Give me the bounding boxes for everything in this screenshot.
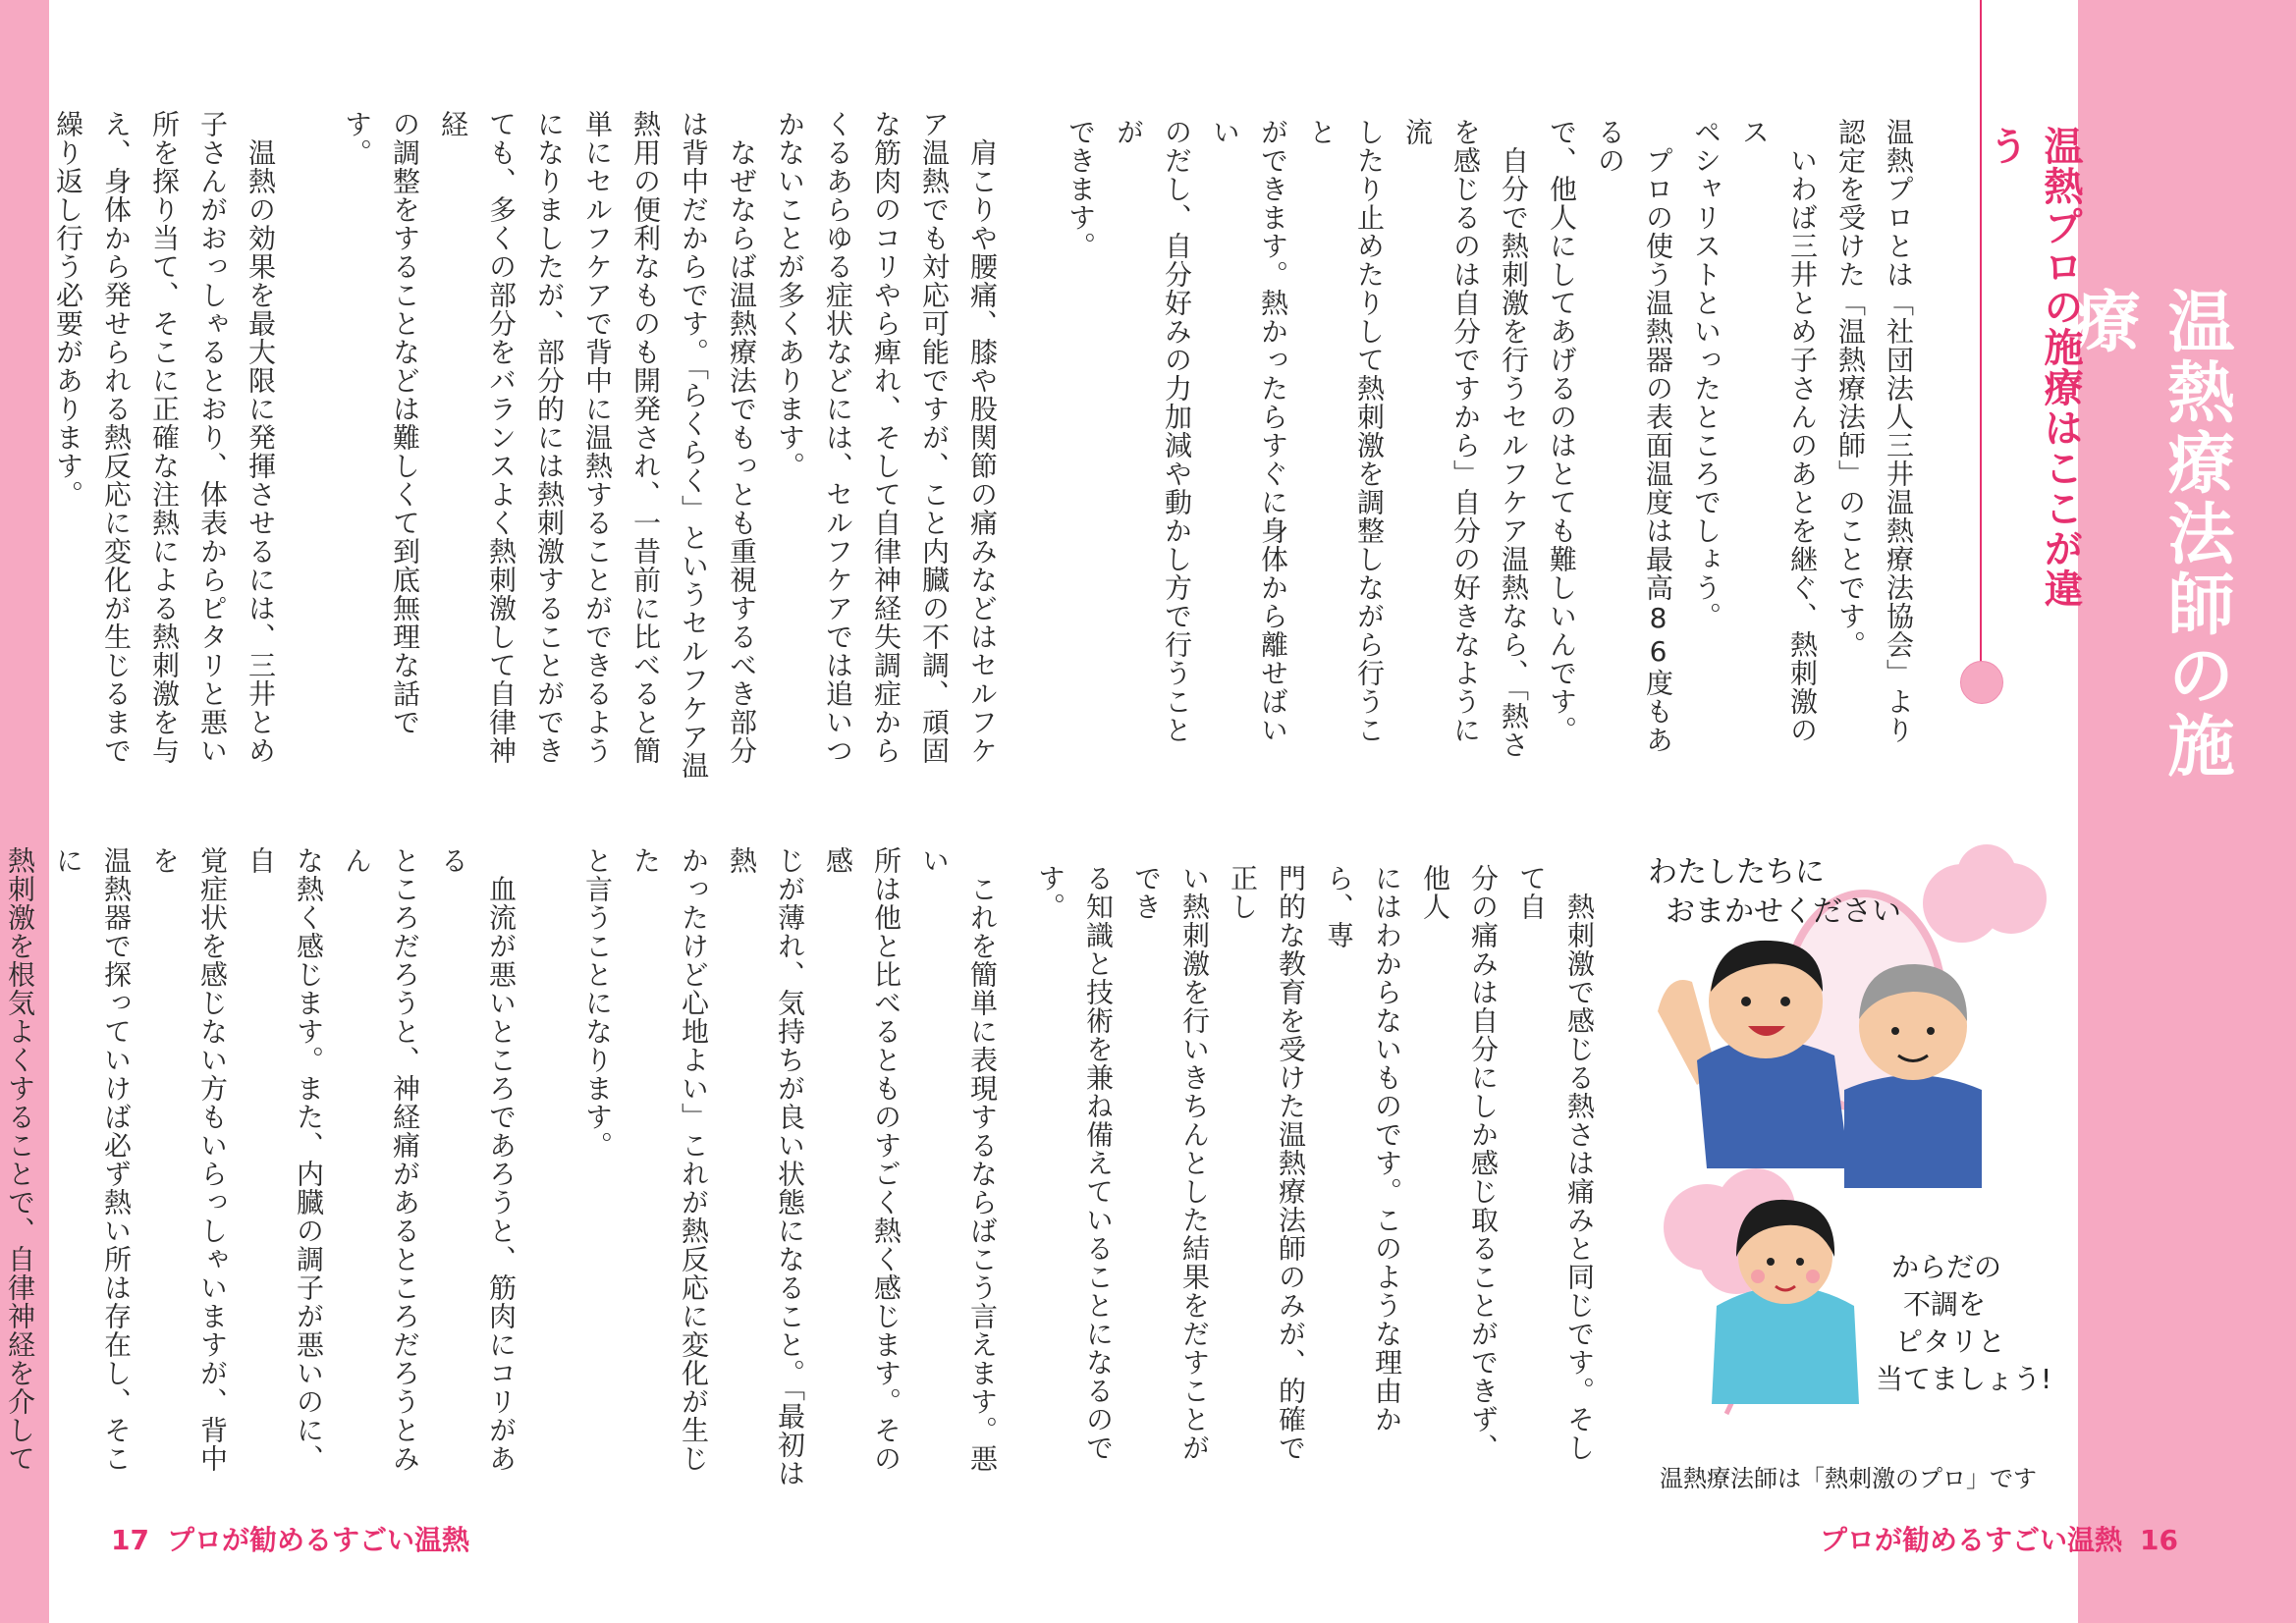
therapists-illustration [1638,844,2070,1434]
bubble-text-bottom-line1: からだの [1891,1251,2002,1283]
left-page-paragraph-1: 肩こりや腰痛、膝や股関節の痛みなどはセルフケ ア温熱でも対応可能ですが、こと内臓の不調、頑固 な筋肉のコリやら痺れ、そして自律神経失調症から くるあらゆる症状などには、セルフケアでは追いつ かないことが多くあります。 なぜならば温熱療法でもっとも重視するべき部分 は背中だからです。「らくらく」というセルフケア温 熱用の便利なものも開発され、一昔前に比べると簡 単にセルフケアで背中に温熱することができるよう になりましたが、部分的には熱刺激することができ ても、多くの部分をバランスよく熱刺激して自律神経 の調整をすることなどは難しくて到底無理な話です。 温熱の効果を最大限に発揮させるには、三井とめ 子さんがおっしゃるとおり、体表からピタリと悪い 所を探り当て、そこに正確な注熱による熱刺激を与 え、身体から発せられる熱反応に変化が生じるまで 繰り返し行う必要があります。 [52,110,999,780]
illustration-caption: 温熱療法師は「熱刺激のプロ」です [1660,1465,2037,1492]
right-page-paragraph-2: 熱刺激で感じる熱さは痛みと同じです。そして自 分の痛みは自分にしか感じ取ることができず、他人 にはわからないものです。このような理由から、専 門的な教育を受けた温熱療法師のみが、的確で正し い熱刺激を行いきちんとした結果をだすことができ る知識と技術を兼ね備えていることになるのです。 [1034,864,1596,1462]
therapist-man-left [1658,941,1849,1168]
section-subtitle: 温熱プロの施療はここが違う [1983,126,2083,609]
left-page-number: 17 [111,1524,149,1556]
left-footer-text: プロが勧めるすごい温熱 [166,1524,469,1556]
bubble-text-top-line2: おまかせください [1666,894,1901,929]
right-page-footer [1820,1519,2196,1558]
page-title: 温熱療法師の施療 [2062,287,2234,782]
right-page-number: 16 [2140,1524,2178,1556]
bubble-text-top-line1: わたしたちに [1648,855,1825,890]
bubble-text-bottom-line4: 当てましょう! [1876,1363,2052,1395]
bubble-text-bottom-line2: 不調を [1903,1288,1987,1321]
bubble-text-bottom-line3: ピタリと [1895,1325,2006,1358]
right-page-paragraph-1: 温熱プロとは「社団法人三井温熱療法協会」より 認定を受けた「温熱療法師」のことです。 いわば三井とめ子さんのあとを継ぐ、熱刺激のス ペシャリストといったところでしょう。 プロの使う温熱器の表面温度は最高86度もあるの で、他人にしてあげるのはとても難しいんです。 自分で熱刺激を行うセルフケア温熱なら、「熱さ を感じるのは自分ですから」自分の好きなように流 したり止めたりして熱刺激を調整しながら行うこと ができます。熱かったらすぐに身体から離せばいい のだし、自分好みの力加減や動かし方で行うことが できます。 [1065,118,1915,759]
left-page-footer [93,1519,469,1558]
right-footer-text: プロが勧めるすごい温熱 [1820,1524,2123,1556]
subtitle-dot [1960,661,2003,704]
left-page-paragraph-2: これを簡単に表現するならばこう言えます。悪い 所は他と比べるとものすごく熱く感じます。その感 じが薄れ、気持ちが良い状態になること。「最初は熱 かったけど心地よい」これが熱反応に変化が生じた と言うことになります。 血流が悪いところであろうと、筋肉にコリがある ところだろうと、神経痛があるところだろうとみん な熱く感じます。また、内臓の調子が悪いのに、自 覚症状を感じない方もいらっしゃいますが、背中を 温熱器で探っていけば必ず熱い所は存在し、そこに 熱刺激を根気よくすることで、自律神経を介して [4,846,999,1488]
